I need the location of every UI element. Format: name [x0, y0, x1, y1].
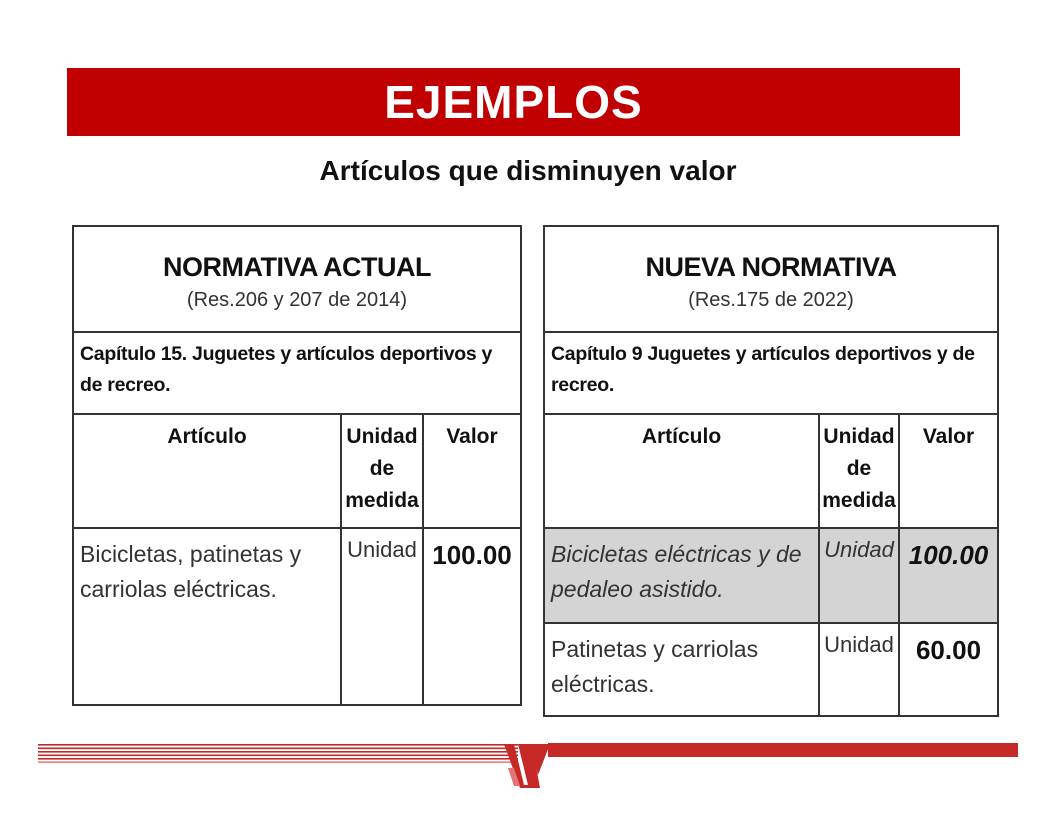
unit-cell: Unidad	[819, 528, 899, 623]
title-banner	[67, 68, 960, 136]
article-cell: Bicicletas, patinetas y carriolas eléctricas.	[73, 528, 341, 705]
table-header	[544, 226, 998, 332]
table-row	[73, 528, 521, 705]
article-cell: Patinetas y carriolas eléctricas.	[544, 623, 819, 716]
v-logo-icon	[504, 744, 550, 788]
value-cell: 100.00	[423, 528, 521, 705]
chapter-heading: Capítulo 15. Juguetes y artículos deportivos y de recreo.	[73, 332, 521, 414]
column-header-value: Valor	[423, 414, 521, 528]
stripes-right	[548, 743, 1018, 757]
unit-cell: Unidad	[341, 528, 423, 705]
page-subtitle: Artículos que disminuyen valor	[319, 155, 737, 186]
chapter-heading: Capítulo 9 Juguetes y artículos deportivos y de recreo.	[544, 332, 998, 414]
table-row-highlighted	[544, 528, 998, 623]
table-row	[544, 623, 998, 716]
table-header	[73, 226, 521, 332]
article-cell: Bicicletas eléctricas y de pedaleo asistido.	[544, 528, 819, 623]
table-title: NUEVA NORMATIVA	[645, 252, 897, 282]
column-header-article: Artículo	[544, 414, 819, 528]
column-header-value: Valor	[899, 414, 998, 528]
column-header-unit: Unidad de medida	[341, 414, 423, 528]
value-cell: 60.00	[899, 623, 998, 716]
unit-cell: Unidad	[819, 623, 899, 716]
footer-stripes-logo	[0, 730, 1056, 800]
stripes-left	[38, 744, 518, 763]
value-cell: 100.00	[899, 528, 998, 623]
column-header-unit: Unidad de medida	[819, 414, 899, 528]
new-regulation-table	[543, 225, 999, 717]
page-title: EJEMPLOS	[384, 76, 643, 128]
table-resolution: (Res.206 y 207 de 2014)	[186, 289, 408, 311]
column-header-article: Artículo	[73, 414, 341, 528]
table-title: NORMATIVA ACTUAL	[163, 252, 431, 282]
current-regulation-table	[72, 225, 522, 706]
table-resolution: (Res.175 de 2022)	[688, 289, 854, 311]
